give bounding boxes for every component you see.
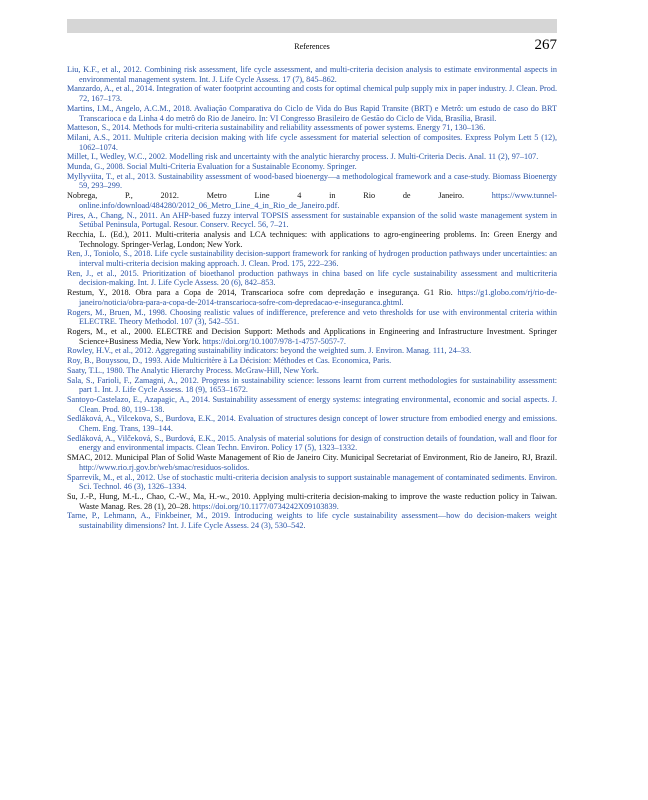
reference-text: Santoyo-Castelazo, E., Azapagic, A., 2014. Sustainability assessment of energy systems: integrating environmental, economic and social aspects. J. Clean. Prod. 80, 119–138.	[67, 394, 557, 414]
reference-entry[interactable]	[67, 152, 557, 162]
reference-entry[interactable]	[67, 414, 557, 433]
reference-entry[interactable]	[67, 249, 557, 268]
reference-entry[interactable]	[67, 172, 557, 191]
reference-text: Sala, S., Farioli, F., Zamagni, A., 2012. Progress in sustainability science: lessons learnt from current methodologies for sustainability assessment: part 1. Int. J. Life Cycle Assess. 18 (9), 1653–1672.	[67, 375, 557, 395]
reference-text: Martins, I.M., Angelo, A.C.M., 2018. Avaliação Comparativa do Ciclo de Vida do Bus Rapid Transite (BRT) e Metrô: um estudo de caso do BRT Transcarioca e da Linha 4 do metrô do Rio de Janeiro. In: VI Congresso Brasileiro de Gestão do Ciclo de Vida, Brasília, Brasil.	[67, 103, 557, 123]
reference-text: Su, J.-P., Hung, M.-L., Chao, C.-W., Ma, H.-w., 2010. Applying multi-criteria decision-making to improve the waste reduction policy in Taiwan. Waste Manag. Res. 28 (1), 20–28.	[67, 491, 557, 511]
reference-text: Nobrega, P., 2012. Metro Line 4 in Rio de Janeiro.	[67, 191, 492, 201]
reference-entry	[67, 453, 557, 472]
reference-text: Rowley, H.V., et al., 2012. Aggregating sustainability indicators: beyond the weighted sum. J. Environ. Manag. 111, 24–33.	[67, 346, 472, 356]
reference-text: Tarne, P., Lehmann, A., Finkbeiner, M., 2019. Introducing weights to life cycle sustainability assessment—how do decision-makers weight sustainability dimensions? Int. J. Life Cycle Assess. 24 (3), 530–542.	[67, 511, 557, 531]
reference-entry	[67, 191, 557, 210]
reference-text: Rogers, M., Bruen, M., 1998. Choosing realistic values of indifference, preference and veto thresholds for use with environmental criteria within ELECTRE. Theory Methodol. 107 (3), 542–551.	[67, 307, 557, 327]
header-bar	[67, 19, 557, 33]
reference-text: Manzardo, A., et al., 2014. Integration of water footprint accounting and costs for optimal chemical pulp supply mix in paper industry. J. Clean. Prod. 72, 167–173.	[67, 84, 557, 104]
reference-text: Munda, G., 2008. Social Multi-Criteria Evaluation for a Sustainable Economy. Springer.	[67, 162, 357, 172]
reference-text: Millet, I., Wedley, W.C., 2002. Modelling risk and uncertainty with the analytic hierarchy process. J. Multi-Criteria Decis. Anal. 11 (2), 97–107.	[67, 152, 539, 162]
reference-text: Liu, K.F., et al., 2012. Combining risk assessment, life cycle assessment, and multi-criteria decision analysis to estimate environmental aspects in environmental management system. Int. J. Life Cycle Assess. 17 (7), 845–862.	[67, 65, 557, 84]
reference-entry[interactable]	[67, 346, 557, 356]
reference-entry[interactable]	[67, 511, 557, 530]
reference-entry[interactable]	[67, 133, 557, 152]
reference-entry[interactable]	[67, 376, 557, 395]
reference-text: Recchia, L. (Ed.), 2011. Multi-criteria analysis and LCA techniques: with applications to agro-engineering problems. In: Green Energy and Technology. Springer-Verlag, London; New York.	[67, 229, 557, 249]
page-number: 267	[534, 37, 557, 53]
reference-entry[interactable]	[67, 211, 557, 230]
reference-url-link[interactable]: https://www.tunnel-online.info/download/484280/2012_06_Metro_Line_4_in_Rio_de_Janeiro.pdf.	[79, 191, 557, 210]
reference-entry[interactable]	[67, 269, 557, 288]
reference-entry[interactable]	[67, 434, 557, 453]
reference-entry	[67, 230, 557, 249]
reference-entry[interactable]	[67, 104, 557, 123]
reference-text: Milani, A.S., 2011. Multiple criteria decision making with life cycle assessment for material selection of composites. Express Polym Lett 5 (12), 1062–1074.	[67, 132, 557, 152]
running-head	[67, 37, 557, 59]
reference-entry[interactable]	[67, 308, 557, 327]
reference-text: Ren, J., et al., 2015. Prioritization of bioethanol production pathways in china based on life cycle sustainability assessment and multicriteria decision-making. Int. J. Life Cycle Assess. 20 (6), 842–853.	[67, 268, 557, 288]
reference-text: Restum, Y., 2018. Obra para a Copa de 2014, Transcarioca sofre com depredação e insegurança. G1 Rio.	[67, 288, 458, 298]
reference-entry	[67, 288, 557, 307]
reference-entry[interactable]	[67, 84, 557, 103]
reference-entry[interactable]	[67, 473, 557, 492]
reference-list	[67, 65, 557, 531]
reference-entry[interactable]	[67, 356, 557, 366]
reference-text: Rogers, M., et al., 2000. ELECTRE and Decision Support: Methods and Applications in Engineering and Infrastructure Investment. Springer Science+Business Media, New York.	[67, 326, 557, 346]
reference-entry[interactable]	[67, 65, 557, 84]
reference-url-link[interactable]: https://doi.org/10.1177/0734242X09103839.	[192, 501, 339, 511]
reference-text: Myllyviita, T., et al., 2013. Sustainability assessment of wood-based bioenergy—a methodological framework and a case-study. Biomass Bioenergy 59, 293–299.	[67, 171, 557, 191]
reference-url-link[interactable]: https://g1.globo.com/rj/rio-de-janeiro/noticia/obra-para-a-copa-de-2014-transcarioca-sofre-com-depredacao-e-inseguranca.ghtml.	[79, 288, 557, 307]
reference-entry	[67, 327, 557, 346]
reference-entry	[67, 492, 557, 511]
reference-text: Pires, A., Chang, N., 2011. An AHP-based fuzzy interval TOPSIS assessment for sustainable expansion of the solid waste management system in Setúbal Peninsula, Portugal. Resour. Conserv. Recycl. 56, 7–21.	[67, 210, 557, 230]
reference-entry[interactable]	[67, 123, 557, 133]
reference-text: Ren, J., Toniolo, S., 2018. Life cycle sustainability decision-support framework for ranking of hydrogen production pathways under uncertainties: an interval multi-criteria decision making approach. J. Clean. Prod. 175, 222–236.	[67, 249, 557, 269]
reference-text: Saaty, T.L., 1980. The Analytic Hierarchy Process. McGraw-Hill, New York.	[67, 365, 319, 375]
reference-text: Roy, B., Bouyssou, D., 1993. Aide Multicritère à La Décision: Méthodes et Cas. Economica, Paris.	[67, 356, 392, 366]
reference-entry[interactable]	[67, 366, 557, 376]
running-title: References	[294, 42, 330, 51]
reference-text: SMAC, 2012. Municipal Plan of Solid Waste Management of Rio de Janeiro City. Municipal Secretariat of Environment, Rio de Janeiro, RJ, Brazil.	[67, 453, 557, 463]
reference-text: Sedláková, A., Vilčeková, S., Burdová, E.K., 2015. Analysis of material solutions for design of construction details of foundation, wall and floor for energy and environmental impacts. Clean Techn. Environ. Policy 17 (5), 1323–1332.	[67, 433, 557, 453]
reference-entry[interactable]	[67, 162, 557, 172]
reference-entry[interactable]	[67, 395, 557, 414]
reference-text: Matteson, S., 2014. Methods for multi-criteria sustainability and reliability assessments of power systems. Energy 71, 130–136.	[67, 123, 486, 133]
reference-text: Sedláková, A., Vilcekova, S., Burdova, E.K., 2014. Evaluation of structures design concept of lower structure from embodied energy and emissions. Chem. Eng. Trans, 139–144.	[67, 414, 557, 434]
reference-url-link[interactable]: https://doi.org/10.1007/978-1-4757-5057-7.	[202, 336, 346, 346]
reference-url-link[interactable]: http://www.rio.rj.gov.br/web/smac/residuos-solidos.	[79, 462, 250, 472]
reference-text: Sparrevik, M., et al., 2012. Use of stochastic multi-criteria decision analysis to support sustainable management of contaminated sediments. Environ. Sci. Technol. 46 (3), 1326–1334.	[67, 472, 557, 492]
